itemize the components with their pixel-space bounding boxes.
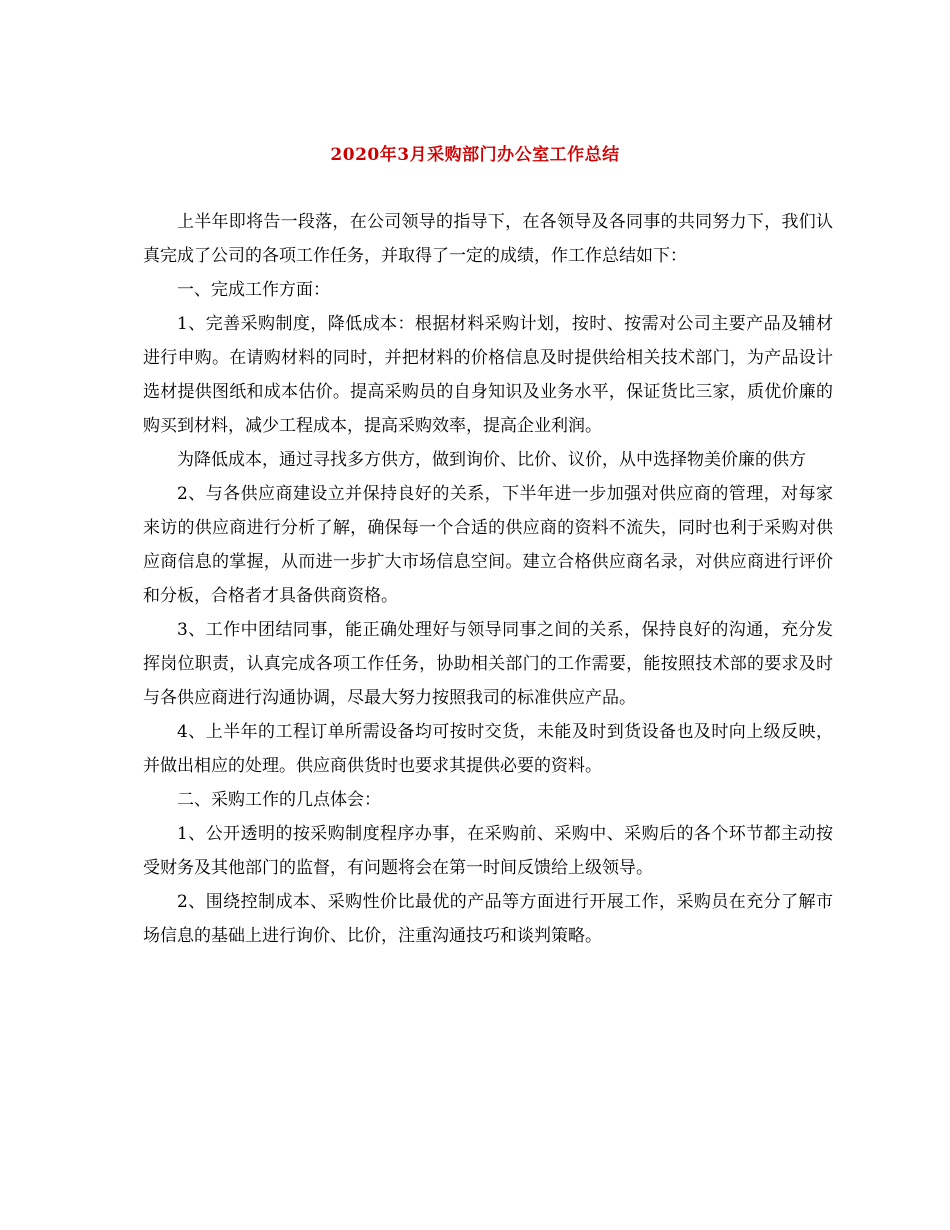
- section-heading-1: 一、完成工作方面：: [177, 280, 330, 300]
- paragraph-item-1: 1、完善采购制度，降低成本：根据材料采购计划，按时、按需对公司主要产品及辅材进行申购。在请购材料的同时，并把材料的价格信息及时提供给相关技术部门，为产品设计选材提供图纸和成本估价。提高采购员的自身知识及业务水平，保证货比三家，质优价廉的购买到材料，减少工程成本，提高采购效率，提高企业利润。: [143, 314, 833, 436]
- paragraph-intro: 上半年即将告一段落，在公司领导的指导下，在各领导及各同事的共同努力下，我们认真完成了公司的各项工作任务，并取得了一定的成绩，作工作总结如下：: [143, 212, 833, 266]
- paragraph-item-3: 3、工作中团结同事，能正确处理好与领导同事之间的关系，保持良好的沟通，充分发挥岗位职责，认真完成各项工作任务，协助相关部门的工作需要，能按照技术部的要求及时与各供应商进行沟通协调，尽最大努力按照我司的标准供应产品。: [143, 620, 833, 708]
- section-heading-2: 二、采购工作的几点体会：: [177, 790, 381, 810]
- paragraph-cost: 为降低成本，通过寻找多方供方，做到询价、比价、议价，从中选择物美价廉的供方: [177, 450, 806, 470]
- document-title: 2020年3月采购部门办公室工作总结: [330, 145, 620, 165]
- paragraph-item-4: 4、上半年的工程订单所需设备均可按时交货，未能及时到货设备也及时向上级反映，并做出相应的处理。供应商供货时也要求其提供必要的资料。: [143, 722, 833, 776]
- document-body: [143, 205, 833, 953]
- paragraph-experience-1: 1、公开透明的按采购制度程序办事，在采购前、采购中、采购后的各个环节都主动按受财务及其他部门的监督，有问题将会在第一时间反馈给上级领导。: [143, 824, 833, 878]
- paragraph-item-2: 2、与各供应商建设立并保持良好的关系，下半年进一步加强对供应商的管理，对每家来访的供应商进行分析了解，确保每一个合适的供应商的资料不流失，同时也利于采购对供应商信息的掌握，从而进一步扩大市场信息空间。建立合格供应商名录，对供应商进行评价和分板，合格者才具备供商资格。: [143, 484, 833, 606]
- paragraph-experience-2: 2、围绕控制成本、采购性价比最优的产品等方面进行开展工作，采购员在充分了解市场信息的基础上进行询价、比价，注重沟通技巧和谈判策略。: [143, 892, 833, 946]
